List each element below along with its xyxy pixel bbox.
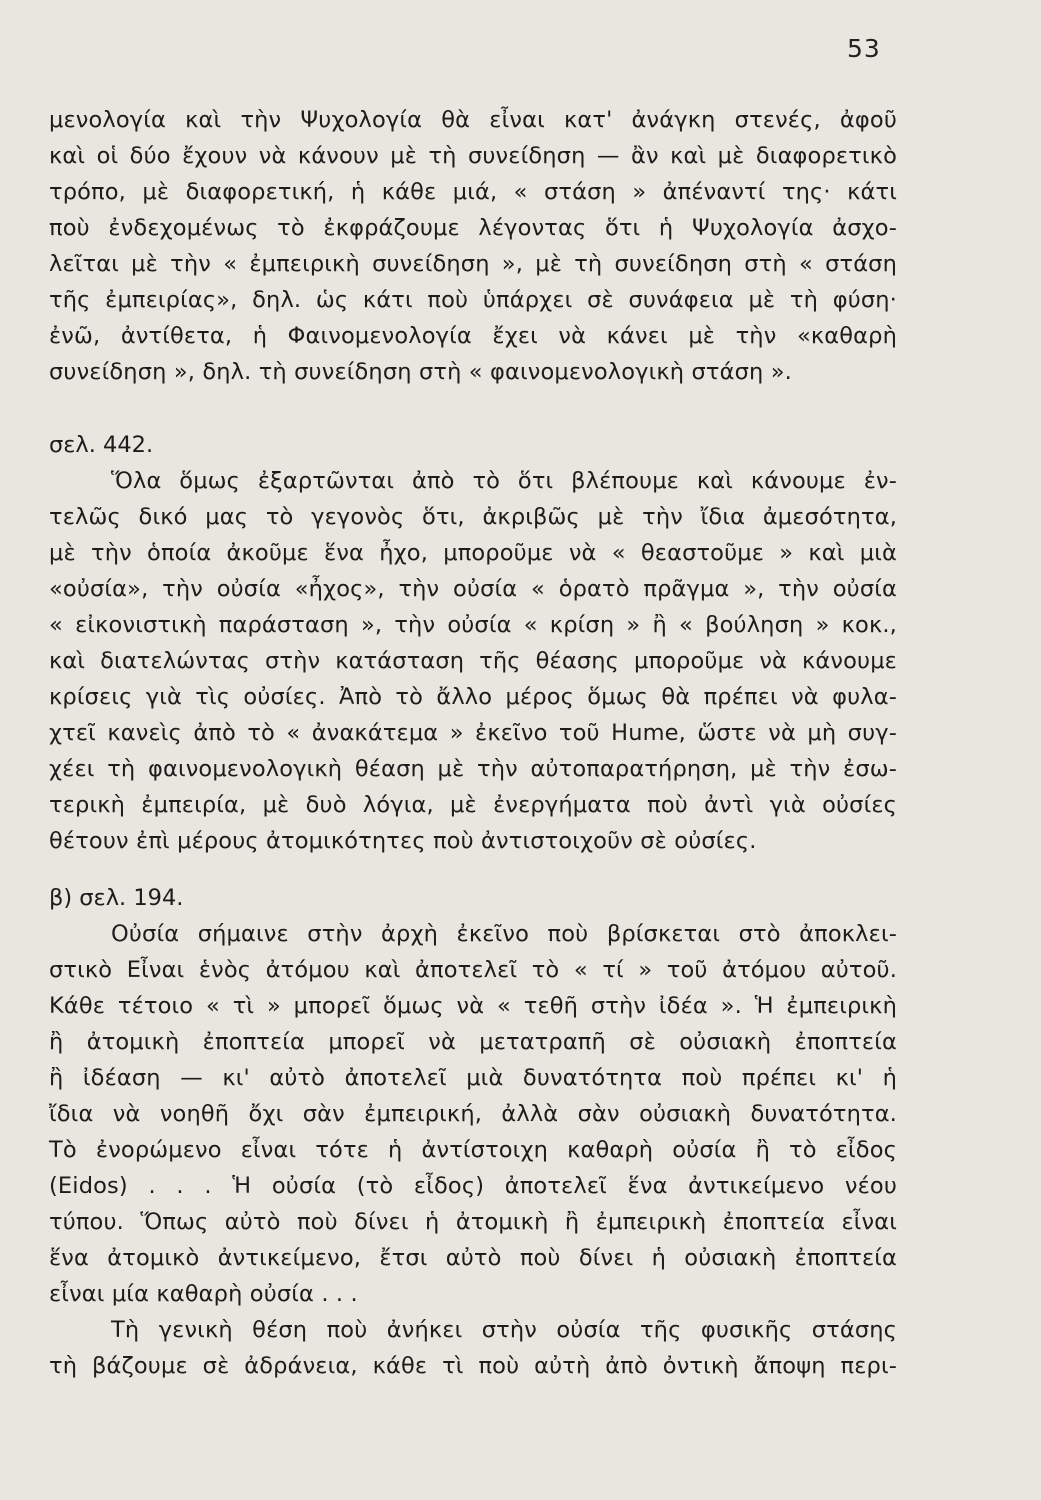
- text-line: τρόπο, μὲ διαφορετική, ἡ κάθε μιά, « στάση » ἀπέναντί της· κάτι: [49, 179, 897, 205]
- text-line: ἢ ἰδέαση — κι' αὐτὸ ἀποτελεῖ μιὰ δυνατότητα ποὺ πρέπει κι' ἡ: [49, 1065, 897, 1091]
- text-line: (Eidos) . . . Ἡ οὐσία (τὸ εἶδος) ἀποτελεῖ ἕνα ἀντικείμενο νέου: [49, 1173, 897, 1199]
- text-line: Τὸ ἐνορώμενο εἶναι τότε ἡ ἀντίστοιχη καθαρὴ οὐσία ἢ τὸ εἶδος: [49, 1137, 897, 1163]
- text-line: μὲ τὴν ὁποία ἀκοῦμε ἕνα ἦχο, μποροῦμε νὰ « θεαστοῦμε » καὶ μιὰ: [49, 540, 897, 566]
- text-line: θέτουν ἐπὶ μέρους ἀτομικότητες ποὺ ἀντιστοιχοῦν σὲ οὐσίες.: [49, 828, 757, 854]
- text-line: Ὅλα ὅμως ἐξαρτῶνται ἀπὸ τὸ ὅτι βλέπουμε καὶ κάνουμε ἐν-: [111, 468, 897, 494]
- text-line: τὴ βάζουμε σὲ ἀδράνεια, κάθε τὶ ποὺ αὐτὴ ἀπὸ ὀντικὴ ἄποψη περι-: [49, 1353, 897, 1379]
- section-page-442: [49, 427, 897, 859]
- page-number: 53: [847, 34, 881, 63]
- text-line: « εἰκονιστικὴ παράσταση », τὴν οὐσία « κρίση » ἢ « βούληση » κοκ.,: [49, 612, 897, 638]
- text-line: λεῖται μὲ τὴν « ἐμπειρικὴ συνείδηση », μὲ τὴ συνείδηση στὴ « στάση: [49, 251, 897, 277]
- text-line: τελῶς δικό μας τὸ γεγονὸς ὅτι, ἀκριβῶς μὲ τὴν ἴδια ἀμεσότητα,: [49, 504, 897, 530]
- text-line: τύπου. Ὅπως αὐτὸ ποὺ δίνει ἡ ἀτομικὴ ἢ ἐμπειρικὴ ἐποπτεία εἶναι: [49, 1209, 897, 1235]
- text-line: χτεῖ κανεὶς ἀπὸ τὸ « ἀνακάτεμα » ἐκεῖνο τοῦ Hume, ὥστε νὰ μὴ συγ-: [49, 720, 897, 746]
- text-line: στικὸ Εἶναι ἑνὸς ἀτόμου καὶ ἀποτελεῖ τὸ « τί » τοῦ ἀτόμου αὐτοῦ.: [49, 957, 897, 983]
- text-line: μενολογία καὶ τὴν Ψυχολογία θὰ εἶναι κατ' ἀνάγκη στενές, ἀφοῦ: [49, 107, 897, 133]
- text-line: Κάθε τέτοιο « τὶ » μπορεῖ ὅμως νὰ « τεθῆ στὴν ἰδέα ». Ἡ ἐμπειρικὴ: [49, 993, 897, 1019]
- text-line: ἢ ἀτομικὴ ἐποπτεία μπορεῖ νὰ μετατραπῆ σὲ οὐσιακὴ ἐποπτεία: [49, 1029, 897, 1055]
- text-line: ἴδια νὰ νοηθῆ ὄχι σὰν ἐμπειρική, ἀλλὰ σὰν οὐσιακὴ δυνατότητα.: [49, 1101, 897, 1127]
- text-line: τερικὴ ἐμπειρία, μὲ δυὸ λόγια, μὲ ἐνεργήματα ποὺ ἀντὶ γιὰ οὐσίες: [49, 792, 897, 818]
- text-line: ἐνῶ, ἀντίθετα, ἡ Φαινομενολογία ἔχει νὰ κάνει μὲ τὴν «καθαρὴ: [49, 323, 897, 349]
- text-line: «οὐσία», τὴν οὐσία «ἦχος», τὴν οὐσία « ὁρατὸ πρᾶγμα », τὴν οὐσία: [49, 576, 897, 602]
- text-line: συνείδηση », δηλ. τὴ συνείδηση στὴ « φαινομενολογικὴ στάση ».: [49, 359, 792, 385]
- section-heading: β) σελ. 194.: [49, 885, 184, 911]
- text-line: κρίσεις γιὰ τὶς οὐσίες. Ἀπὸ τὸ ἄλλο μέρος ὅμως θὰ πρέπει νὰ φυλα-: [49, 684, 897, 710]
- paragraph-continuation: [49, 102, 897, 390]
- text-line: Οὐσία σήμαινε στὴν ἀρχὴ ἐκεῖνο ποὺ βρίσκεται στὸ ἀποκλει-: [111, 921, 897, 947]
- text-line: χέει τὴ φαινομενολογικὴ θέαση μὲ τὴν αὐτοπαρατήρηση, μὲ τὴν ἐσω-: [49, 756, 897, 782]
- text-line: Τὴ γενικὴ θέση ποὺ ἀνήκει στὴν οὐσία τῆς φυσικῆς στάσης: [111, 1317, 897, 1343]
- text-line: τῆς ἐμπειρίας», δηλ. ὡς κάτι ποὺ ὑπάρχει σὲ συνάφεια μὲ τὴ φύση·: [49, 287, 897, 313]
- text-line: εἶναι μία καθαρὴ οὐσία . . .: [49, 1281, 358, 1307]
- text-line: καὶ διατελώντας στὴν κατάσταση τῆς θέασης μποροῦμε νὰ κάνουμε: [49, 648, 897, 674]
- text-line: καὶ οἱ δύο ἔχουν νὰ κάνουν μὲ τὴ συνείδηση — ἂν καὶ μὲ διαφορετικὸ: [49, 143, 897, 169]
- section-page-194: [49, 880, 897, 1384]
- section-heading: σελ. 442.: [49, 432, 154, 458]
- text-line: ἕνα ἀτομικὸ ἀντικείμενο, ἔτσι αὐτὸ ποὺ δίνει ἡ οὐσιακὴ ἐποπτεία: [49, 1245, 897, 1271]
- text-line: ποὺ ἐνδεχομένως τὸ ἐκφράζουμε λέγοντας ὅτι ἡ Ψυχολογία ἀσχο-: [49, 215, 897, 241]
